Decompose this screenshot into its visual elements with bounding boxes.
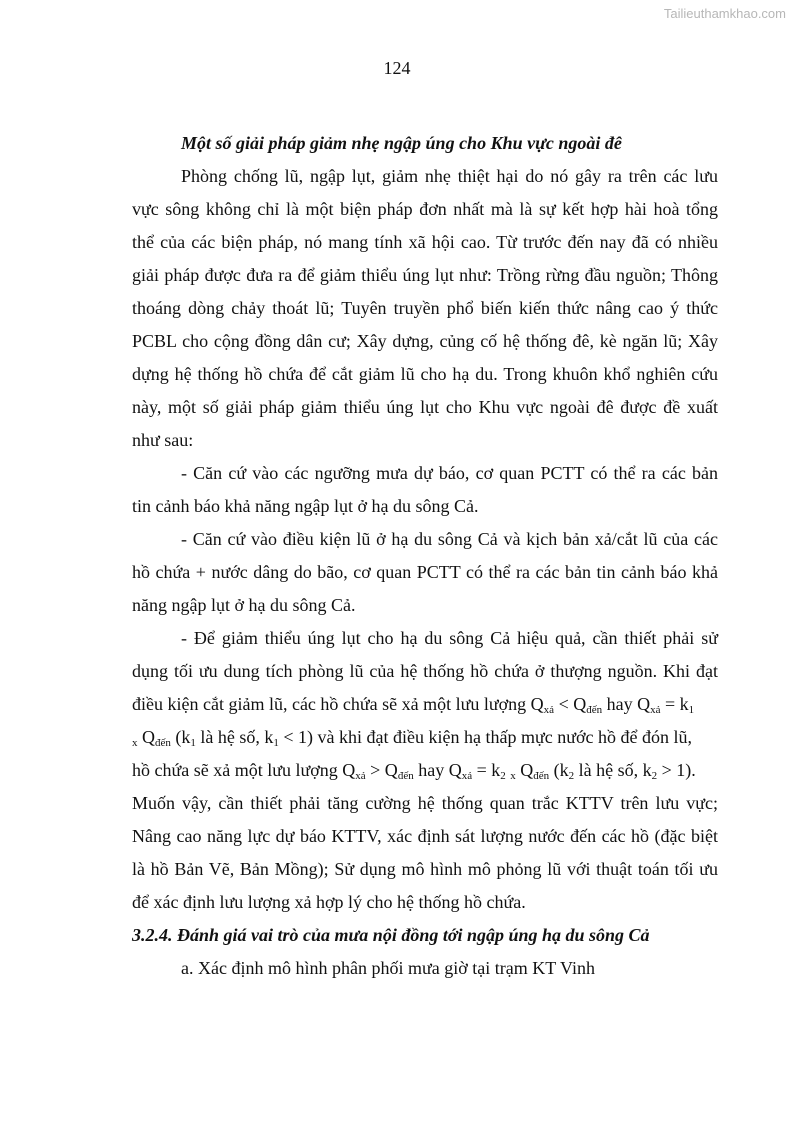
watermark: Tailieuthamkhao.com [663,6,786,21]
paragraph-line: PCBL cho cộng đồng dân cư; Xây dựng, củng cố hệ thống đê, kè ngăn lũ; Xây [132,331,718,351]
bullet-line: Nâng cao năng lực dự báo KTTV, xác định sát lượng nước đến các hồ (đặc biệt [132,826,718,846]
section-heading: Một số giải pháp giảm nhẹ ngập úng cho Khu vực ngoài đê [181,133,622,153]
formula-line: $_x$ $Q_{đến}$ ($k_1$ là hệ số, $k_1 < 1$) và khi đạt điều kiện hạ thấp mực nước hồ để đón lũ, [132,727,692,749]
paragraph-line: như sau: [132,430,194,450]
bullet-line: tin cảnh báo khả năng ngập lụt ở hạ du sông Cả. [132,496,479,516]
bullet-line: năng ngập lụt ở hạ du sông Cả. [132,595,356,615]
paragraph-line: vực sông không chỉ là một biện pháp đơn nhất mà là sự kết hợp hài hoà tổng [132,199,718,219]
bullet-line: - Căn cứ vào các ngưỡng mưa dự báo, cơ quan PCTT có thể ra các bản [181,463,718,483]
bullet-line: - Căn cứ vào điều kiện lũ ở hạ du sông Cả và kịch bản xả/cắt lũ của các [181,529,718,549]
section-heading-3-2-4: 3.2.4. Đánh giá vai trò của mưa nội đồng tới ngập úng hạ du sông Cả [132,925,650,945]
bullet-line: Muốn vậy, cần thiết phải tăng cường hệ thống quan trắc KTTV trên lưu vực; [132,793,718,813]
formula-line: hồ chứa sẽ xả một lưu lượng $Q_{xả} > Q_{đến}$ hay $Q_{xả} = k_2$ $_x$ $Q_{đến}$ ($k_2$ là hệ số, $k_2 > 1$). [132,760,696,782]
page-number: 124 [383,58,411,78]
paragraph-line: giải pháp được đưa ra để giảm thiểu úng lụt như: Trồng rừng đầu nguồn; Thông [132,265,718,285]
bullet-line: là hồ Bản Vẽ, Bản Mồng); Sử dụng mô hình mô phỏng lũ với thuật toán tối ưu [132,859,718,879]
paragraph-line: thể của các biện pháp, nó mang tính xã hội cao. Từ trước đến nay đã có nhiều [132,232,718,252]
bullet-line: hồ chứa + nước dâng do bão, cơ quan PCTT có thể ra các bản tin cảnh báo khả [132,562,718,582]
subsection-a: a. Xác định mô hình phân phối mưa giờ tại trạm KT Vinh [181,958,595,978]
paragraph-line: dựng hệ thống hồ chứa để cắt giảm lũ cho hạ du. Trong khuôn khổ nghiên cứu [132,364,718,384]
formula-line: điều kiện cắt giảm lũ, các hồ chứa sẽ xả một lưu lượng $Q_{xả} < Q_{đến}$ hay $Q_{xả} = k_1$ [132,694,695,716]
paragraph-line: thoáng dòng chảy thoát lũ; Tuyên truyền phổ biến kiến thức nâng cao ý thức [132,298,718,318]
paragraph-line: này, một số giải pháp giảm thiểu úng lụt cho Khu vực ngoài đê được đề xuất [132,397,718,417]
bullet-line: để xác định lưu lượng xả hợp lý cho hệ thống hồ chứa. [132,892,526,912]
bullet-line: dụng tối ưu dung tích phòng lũ của hệ thống hồ chứa ở thượng nguồn. Khi đạt [132,661,718,681]
paragraph-line: Phòng chống lũ, ngập lụt, giảm nhẹ thiệt hại do nó gây ra trên các lưu [181,166,718,186]
bullet-line: - Để giảm thiểu úng lụt cho hạ du sông Cả hiệu quả, cần thiết phải sử [181,628,718,648]
